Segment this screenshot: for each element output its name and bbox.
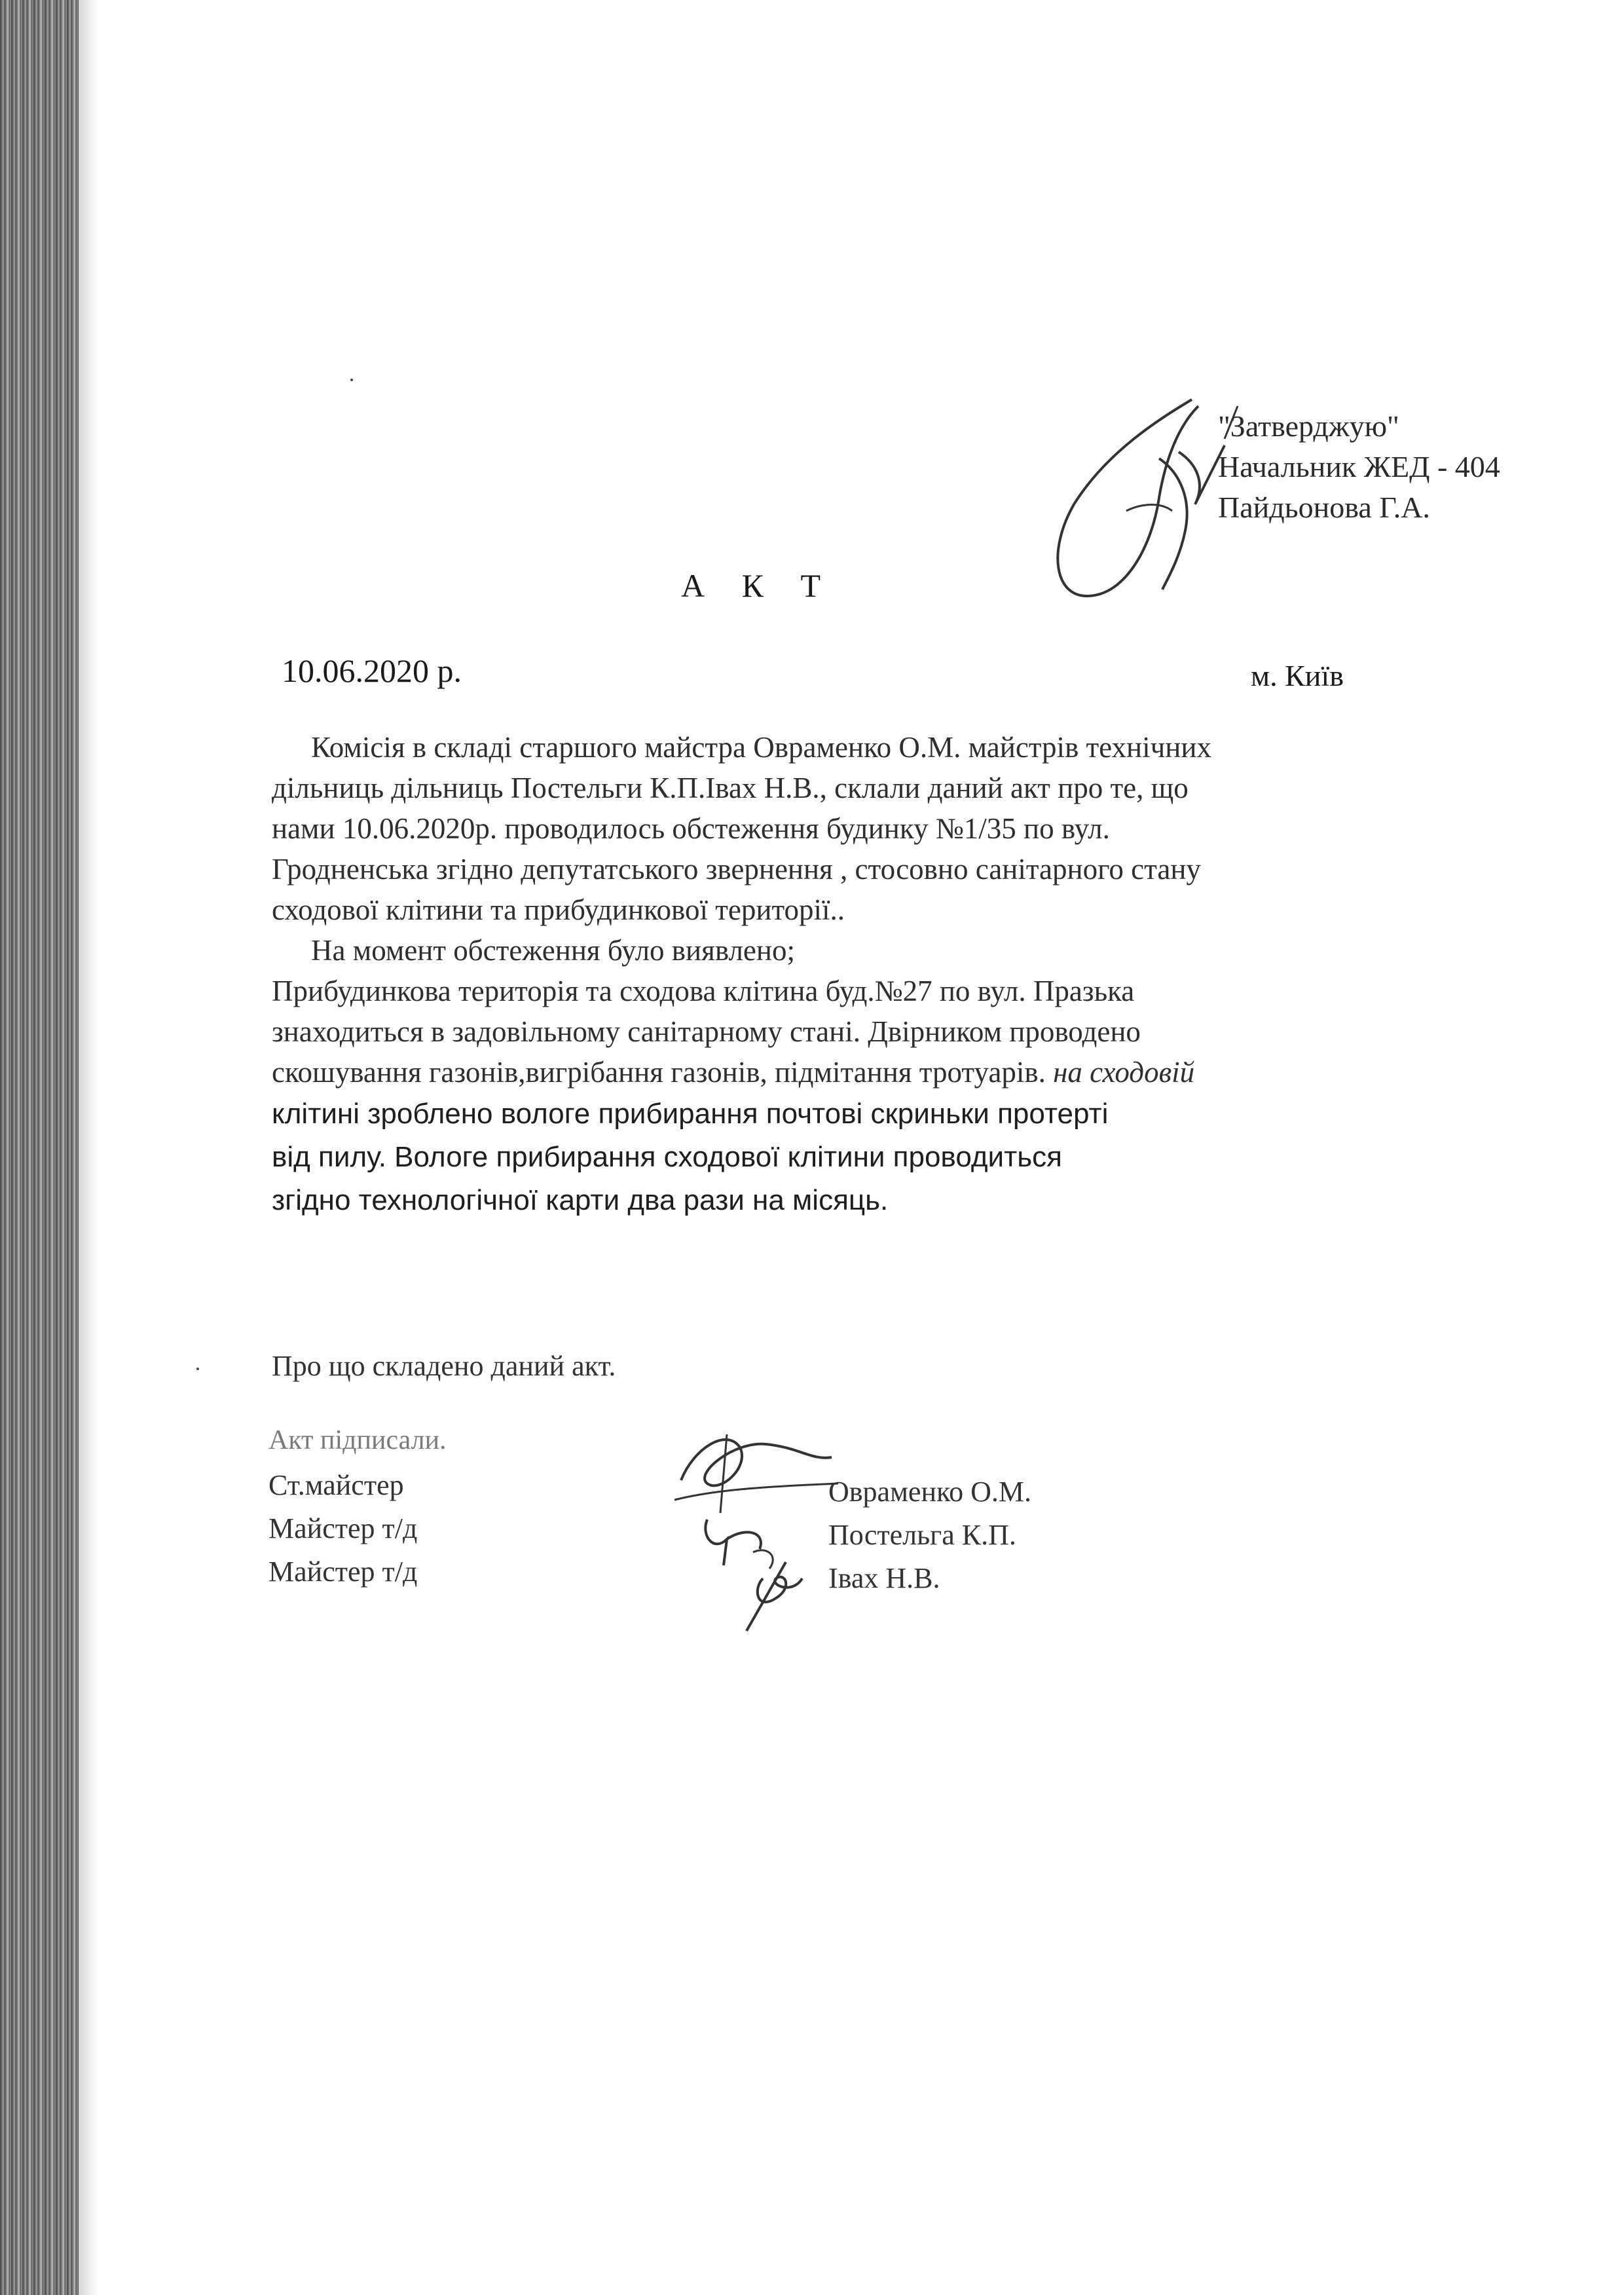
conclusion: Про що складено даний акт.: [272, 1350, 616, 1382]
name-ivakh: Івах Н.В.: [828, 1562, 940, 1594]
signatory-roles: [268, 1464, 417, 1594]
approval-block: [1218, 406, 1500, 528]
document-title: А К Т: [681, 567, 835, 604]
body-line-7: знаходиться в задовільному санітарному стані. Двірником проводено: [272, 1015, 1141, 1048]
body-sans-line-3: згідно технологічної карти два рази на місяць.: [272, 1184, 889, 1216]
body-sans-line-1: клітині зроблено вологе прибирання почтові скриньки протерті: [272, 1098, 1109, 1130]
document-body: [272, 727, 1450, 1222]
body-line-2: дільниць дільниць Постельги К.П.Івах Н.В., склали даний акт про те, що: [272, 772, 1189, 804]
scan-edge-shadow: [0, 0, 79, 2295]
role-master-2: Майстер т/д: [268, 1556, 418, 1588]
role-master-1: Майстер т/д: [268, 1512, 418, 1544]
scan-speck: [196, 1368, 199, 1370]
body-line-8-text: скошування газонів,вигрібання газонів, підмітання тротуарів.: [272, 1056, 1046, 1089]
document-date: 10.06.2020 р.: [282, 652, 462, 689]
body-line-3: нами 10.06.2020р. проводилось обстеження будинку №1/35 по вул.: [272, 812, 1110, 845]
approval-line-1: "Затверджую": [1218, 409, 1399, 443]
body-line-8-italic: на сходовій: [1053, 1056, 1195, 1089]
body-line-6: Прибудинкова територія та сходова клітина буд.№27 по вул. Празька: [272, 975, 1135, 1007]
body-line-1: Комісія в складі старшого майстра Овраменко О.М. майстрів технічних: [311, 731, 1211, 764]
body-line-found: На момент обстеження було виявлено;: [311, 934, 795, 967]
document-city: м. Київ: [1251, 659, 1344, 692]
name-postelga: Постельга К.П.: [828, 1519, 1016, 1551]
scan-speck: [350, 379, 353, 381]
approval-line-3: Пайдьонова Г.А.: [1218, 491, 1430, 524]
body-sans-line-2: від пилу. Вологе прибирання сходової клітини проводиться: [272, 1141, 1062, 1173]
body-line-4: Гродненська згідно депутатського звернення , стосовно санітарного стану: [272, 853, 1201, 886]
name-ovramenko: Овраменко О.М.: [828, 1476, 1032, 1508]
body-line-5: сходової клітини та прибудинкової території..: [272, 893, 845, 926]
body-line-8: [272, 1052, 1450, 1092]
approval-line-2: Начальник ЖЕД - 404: [1218, 450, 1500, 483]
signatory-names: [828, 1470, 1031, 1600]
signatures-heading: Акт підписали.: [268, 1425, 447, 1455]
role-senior-master: Ст.майстер: [268, 1469, 404, 1501]
